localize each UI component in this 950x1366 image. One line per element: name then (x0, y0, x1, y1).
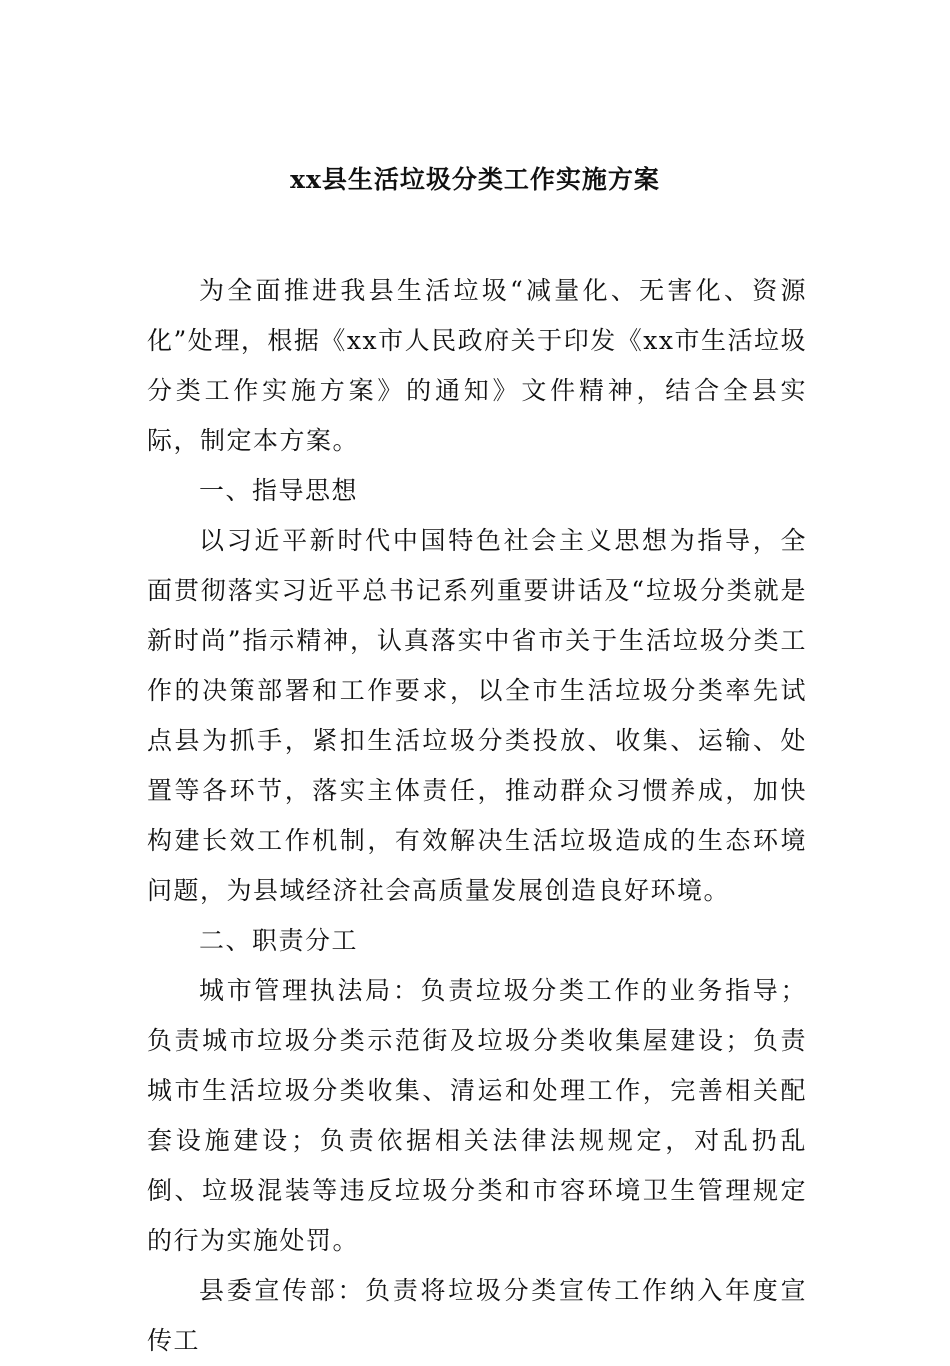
section-heading-responsibilities: 二、职责分工 (199, 926, 359, 955)
intro-paragraph: 为全面推进我县生活垃圾“减量化、无害化、资源化”处理，根据《xx市人民政府关于印发《xx市生活垃圾分类工作实施方案》的通知》文件精神，结合全县实际，制定本方案。 (147, 276, 807, 455)
propaganda-department-paragraph: 县委宣传部：负责将垃圾分类宣传工作纳入年度宣传工 (147, 1276, 807, 1355)
guiding-ideology-paragraph: 以习近平新时代中国特色社会主义思想为指导，全面贯彻落实习近平总书记系列重要讲话及“垃圾分类就是新时尚”指示精神，认真落实中省市关于生活垃圾分类工作的决策部署和工作要求，以全市生活垃圾分类率先试点县为抓手，紧扣生活垃圾分类投放、收集、运输、处置等各环节，落实主体责任，推动群众习惯养成，加快构建长效工作机制，有效解决生活垃圾造成的生态环境问题，为县域经济社会高质量发展创造良好环境。 (147, 526, 807, 905)
section-heading-guiding-ideology: 一、指导思想 (199, 476, 359, 505)
document-body (147, 266, 807, 1366)
document-title: xx县生活垃圾分类工作实施方案 (290, 165, 660, 194)
urban-management-paragraph: 城市管理执法局：负责垃圾分类工作的业务指导；负责城市垃圾分类示范街及垃圾分类收集屋建设；负责城市生活垃圾分类收集、清运和处理工作，完善相关配套设施建设；负责依据相关法律法规规定，对乱扔乱倒、垃圾混装等违反垃圾分类和市容环境卫生管理规定的行为实施处罚。 (147, 976, 807, 1255)
